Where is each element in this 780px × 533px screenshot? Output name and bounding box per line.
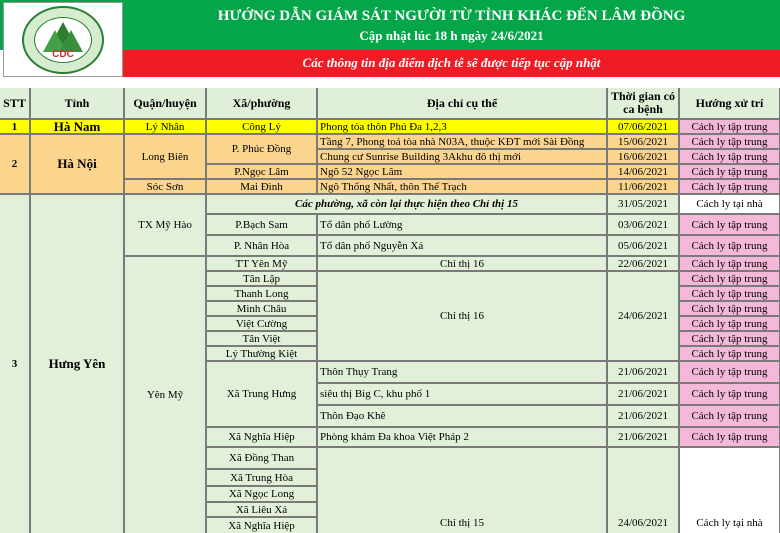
- col-diachi: Địa chỉ cụ thể: [317, 88, 607, 119]
- epidemic-table: [0, 88, 780, 533]
- ward-cell: Xã Trung Hòa: [206, 469, 317, 486]
- subtitle-bar: [123, 50, 780, 77]
- action-cell: Cách ly tại nhà: [679, 447, 780, 533]
- action-cell: Cách ly tập trung: [679, 214, 780, 235]
- ward-cell: Lý Thường Kiệt: [206, 346, 317, 361]
- col-tinh: Tỉnh: [30, 88, 124, 119]
- action-cell: Cách ly tập trung: [679, 301, 780, 316]
- ward-cell: P. Phúc Đồng: [206, 134, 317, 164]
- date-cell: 21/06/2021: [607, 405, 679, 427]
- update-time: Cập nhật lúc 18 h ngày 24/6/2021: [359, 28, 544, 43]
- address-cell: Chỉ thị 16: [317, 271, 607, 361]
- ward-cell: Xã Ngọc Long: [206, 486, 317, 502]
- action-cell: Cách ly tại nhà: [679, 194, 780, 214]
- action-cell: Cách ly tập trung: [679, 271, 780, 286]
- action-cell: Cách ly tập trung: [679, 149, 780, 164]
- ward-cell: P. Nhân Hòa: [206, 235, 317, 256]
- district-cell: Yên Mỹ: [124, 256, 206, 533]
- col-thoigian: Thời gian có ca bệnh: [607, 88, 679, 119]
- cdc-logo: [3, 2, 123, 77]
- district-cell: Lý Nhân: [124, 119, 206, 134]
- stt-cell: 2: [0, 134, 30, 194]
- ward-cell: Xã Trung Hưng: [206, 361, 317, 427]
- action-cell: Cách ly tập trung: [679, 179, 780, 194]
- date-cell: 07/06/2021: [607, 119, 679, 134]
- note-cell: Các phường, xã còn lại thực hiện theo Chỉ thị 15: [206, 194, 607, 214]
- action-cell: Cách ly tập trung: [679, 164, 780, 179]
- ward-cell: Thanh Long: [206, 286, 317, 301]
- action-cell: Cách ly tập trung: [679, 331, 780, 346]
- logo-text: CDC: [52, 49, 74, 60]
- date-cell: 14/06/2021: [607, 164, 679, 179]
- date-cell: 11/06/2021: [607, 179, 679, 194]
- ward-cell: Xã Đồng Than: [206, 447, 317, 469]
- action-cell: Cách ly tập trung: [679, 286, 780, 301]
- district-cell: Long Biên: [124, 134, 206, 179]
- page-title: HƯỚNG DẪN GIÁM SÁT NGƯỜI TỪ TỈNH KHÁC ĐẾN LÂM ĐỒNG: [217, 8, 686, 24]
- address-cell: Tổ dân phố Nguyễn Xá: [317, 235, 607, 256]
- province-cell: Hà Nam: [30, 119, 124, 134]
- address-cell: Tổ dân phố Lường: [317, 214, 607, 235]
- ward-cell: Minh Châu: [206, 301, 317, 316]
- action-cell: Cách ly tập trung: [679, 235, 780, 256]
- action-cell: Cách ly tập trung: [679, 134, 780, 149]
- date-cell: 24/06/2021: [607, 447, 679, 533]
- date-cell: 31/05/2021: [607, 194, 679, 214]
- address-cell: Phong tỏa thôn Phú Đa 1,2,3: [317, 119, 607, 134]
- address-cell: Chỉ thị 16: [317, 256, 607, 271]
- ward-cell: Việt Cường: [206, 316, 317, 331]
- date-cell: 16/06/2021: [607, 149, 679, 164]
- ward-cell: TT Yên Mỹ: [206, 256, 317, 271]
- ward-cell: Xã Nghĩa Hiệp: [206, 427, 317, 447]
- date-cell: 21/06/2021: [607, 361, 679, 383]
- subtitle: Các thông tin địa điểm dịch tễ sẽ được tiếp tục cập nhật: [302, 55, 601, 70]
- date-cell: 22/06/2021: [607, 256, 679, 271]
- action-cell: Cách ly tập trung: [679, 346, 780, 361]
- ward-cell: Công Lý: [206, 119, 317, 134]
- address-cell: siêu thị Big C, khu phố 1: [317, 383, 607, 405]
- action-cell: Cách ly tập trung: [679, 383, 780, 405]
- action-cell: Cách ly tập trung: [679, 316, 780, 331]
- address-cell: Chung cư Sunrise Building 3Akhu đô thị mới: [317, 149, 607, 164]
- col-xa: Xã/phường: [206, 88, 317, 119]
- stt-cell: 3: [0, 194, 30, 533]
- date-cell: 15/06/2021: [607, 134, 679, 149]
- address-cell: Ngõ 52 Ngọc Lâm: [317, 164, 607, 179]
- date-cell: 05/06/2021: [607, 235, 679, 256]
- province-cell: Hà Nội: [30, 134, 124, 194]
- province-cell: Hưng Yên: [30, 194, 124, 533]
- address-cell: Thôn Thụy Trang: [317, 361, 607, 383]
- action-cell: Cách ly tập trung: [679, 361, 780, 383]
- ward-cell: P.Ngọc Lâm: [206, 164, 317, 179]
- col-stt: STT: [0, 88, 30, 119]
- address-cell: Chỉ thị 15: [317, 447, 607, 533]
- address-cell: Thôn Đạo Khê: [317, 405, 607, 427]
- address-cell: Phòng khám Đa khoa Việt Pháp 2: [317, 427, 607, 447]
- col-quan: Quận/huyện: [124, 88, 206, 119]
- district-cell: TX Mỹ Hào: [124, 194, 206, 256]
- action-cell: Cách ly tập trung: [679, 256, 780, 271]
- date-cell: 24/06/2021: [607, 271, 679, 361]
- date-cell: 03/06/2021: [607, 214, 679, 235]
- address-cell: Ngô Thống Nhất, thôn Thế Trạch: [317, 179, 607, 194]
- action-cell: Cách ly tập trung: [679, 427, 780, 447]
- ward-cell: Tân Lập: [206, 271, 317, 286]
- col-huong: Hướng xử trí: [679, 88, 780, 119]
- ward-cell: Xã Nghĩa Hiệp: [206, 517, 317, 533]
- address-cell: Tầng 7, Phong toả tòa nhà N03A, thuộc KĐT mới Sài Đồng: [317, 134, 607, 149]
- date-cell: 21/06/2021: [607, 427, 679, 447]
- action-cell: Cách ly tập trung: [679, 119, 780, 134]
- ward-cell: Mai Đình: [206, 179, 317, 194]
- ward-cell: Xã Liêu Xá: [206, 502, 317, 517]
- district-cell: Sóc Sơn: [124, 179, 206, 194]
- action-cell: Cách ly tập trung: [679, 405, 780, 427]
- ward-cell: Tân Việt: [206, 331, 317, 346]
- stt-cell: 1: [0, 119, 30, 134]
- ward-cell: P.Bạch Sam: [206, 214, 317, 235]
- date-cell: 21/06/2021: [607, 383, 679, 405]
